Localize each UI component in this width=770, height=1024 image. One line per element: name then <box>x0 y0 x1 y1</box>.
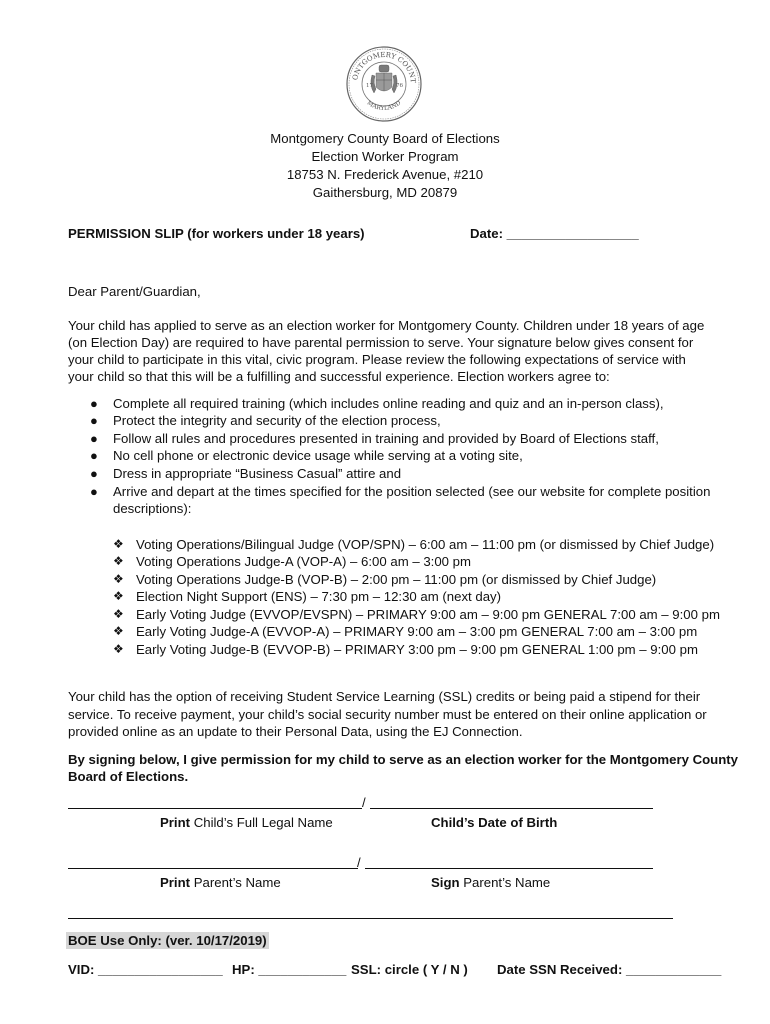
page-title: PERMISSION SLIP (for workers under 18 years) <box>68 226 365 241</box>
header-line-4: Gaithersburg, MD 20879 <box>312 185 458 200</box>
position-item: Early Voting Judge-B (EVVOP-B) – PRIMARY 3:00 pm – 9:00 pm GENERAL 1:00 pm – 9:00 pm <box>136 642 698 657</box>
boe-date-ssn-received: Date SSN Received: _____________ <box>497 962 722 977</box>
diamond-bullet-icon: ❖ <box>113 554 124 568</box>
bullet-icon: ● <box>90 448 98 463</box>
diamond-bullet-icon: ❖ <box>113 642 124 656</box>
intro-line-2: (on Election Day) are required to have parental permission to serve. Your signature below gives consent for <box>68 335 694 350</box>
position-item: Voting Operations Judge-A (VOP-A) – 6:00 am – 3:00 pm <box>136 554 471 569</box>
boe-use-only-label <box>66 932 269 950</box>
bullet-item: Arrive and depart at the times specified for the position selected (see our website for complete position <box>113 484 711 499</box>
diamond-bullet-icon: ❖ <box>113 589 124 603</box>
intro-line-3: your child to participate in this vital, civic program. Please review the following expectations of service with <box>68 352 686 367</box>
position-item: Voting Operations/Bilingual Judge (VOP/SPN) – 6:00 am – 11:00 pm (or dismissed by Chief Judge) <box>136 537 715 552</box>
county-seal <box>345 45 423 123</box>
date-field: Date: __________________ <box>470 226 639 241</box>
parent-name-label <box>160 874 281 892</box>
consent-line-1: By signing below, I give permission for my child to serve as an election worker for the Montgomery County <box>68 752 739 767</box>
print-bold-label: Print <box>160 875 191 890</box>
diamond-bullet-icon: ❖ <box>113 624 124 638</box>
boe-hp-field: HP: ____________ <box>232 962 347 977</box>
bullet-item: Complete all required training (which includes online reading and quiz and an in-person class), <box>113 396 664 411</box>
section-divider <box>68 918 673 919</box>
svg-text:MARYLAND <box>366 99 403 112</box>
seal-top-text: ONTGOMERY COUNT <box>351 50 418 84</box>
header-line-1: Montgomery County Board of Elections <box>270 131 500 146</box>
seal-bottom-text: MARYLAND <box>365 99 403 112</box>
parent-name-line[interactable] <box>68 868 358 869</box>
header-line-2: Election Worker Program <box>311 149 459 164</box>
intro-line-1: Your child has applied to serve as an election worker for Montgomery County. Children under 18 years of age <box>68 318 705 333</box>
child-dob-line[interactable] <box>370 808 653 809</box>
child-name-line[interactable] <box>68 808 362 809</box>
position-item: Early Voting Judge (EVVOP/EVSPN) – PRIMARY 9:00 am – 9:00 pm GENERAL 7:00 am – 9:00 pm <box>136 607 720 622</box>
salutation: Dear Parent/Guardian, <box>68 284 201 299</box>
sign-bold-label: Sign <box>431 875 460 890</box>
seal-year-left: 17 <box>366 83 373 89</box>
parent-sign-label-text: Parent’s Name <box>459 875 551 890</box>
ssl-line-1: Your child has the option of receiving Student Service Learning (SSL) credits or being paid a stipend for their <box>68 689 701 704</box>
bullet-icon: ● <box>90 431 98 446</box>
boe-vid-field: VID: _________________ <box>68 962 223 977</box>
diamond-bullet-icon: ❖ <box>113 572 124 586</box>
bullet-item: No cell phone or electronic device usage while serving at a voting site, <box>113 448 523 463</box>
seal-year-right: 76 <box>396 83 403 89</box>
diamond-bullet-icon: ❖ <box>113 537 124 551</box>
bullet-icon: ● <box>90 484 98 499</box>
parent-name-label-text: Parent’s Name <box>190 875 281 890</box>
signature-slash: / <box>362 795 366 810</box>
position-item: Election Night Support (ENS) – 7:30 pm – 12:30 am (next day) <box>136 589 502 604</box>
ssl-line-3: provided online as an update to their Personal Data, using the EJ Connection. <box>68 724 523 739</box>
child-name-label-text: Child’s Full Legal Name <box>190 815 333 830</box>
bullet-item: Protect the integrity and security of the election process, <box>113 413 441 428</box>
bullet-item-continuation: descriptions): <box>113 501 192 516</box>
intro-line-4: your child so that this will be a fulfilling and successful experience. Election workers agree to: <box>68 369 610 384</box>
parent-sign-label <box>431 874 550 892</box>
boe-ssl-circle: SSL: circle ( Y / N ) <box>351 962 468 977</box>
position-item: Early Voting Judge-A (EVVOP-A) – PRIMARY 9:00 am – 3:00 pm GENERAL 7:00 am – 3:00 pm <box>136 624 698 639</box>
boe-highlight: BOE Use Only: (ver. 10/17/2019) <box>68 933 267 948</box>
bullet-icon: ● <box>90 396 98 411</box>
print-bold-label: Print <box>160 815 191 830</box>
diamond-bullet-icon: ❖ <box>113 607 124 621</box>
child-dob-label: Child’s Date of Birth <box>431 815 558 830</box>
bullet-icon: ● <box>90 466 98 481</box>
bullet-item: Dress in appropriate “Business Casual” attire and <box>113 466 402 481</box>
header-line-3: 18753 N. Frederick Avenue, #210 <box>286 167 484 182</box>
child-name-label <box>160 814 333 832</box>
county-seal-graphic <box>345 45 423 123</box>
bullet-icon: ● <box>90 413 98 428</box>
bullet-item: Follow all rules and procedures presented in training and provided by Board of Elections staff, <box>113 431 659 446</box>
position-item: Voting Operations Judge-B (VOP-B) – 2:00 pm – 11:00 pm (or dismissed by Chief Judge) <box>136 572 657 587</box>
ssl-line-2: service. To receive payment, your child’s social security number must be entered on their online application or <box>68 707 707 722</box>
consent-line-2: Board of Elections. <box>68 769 189 784</box>
signature-slash: / <box>357 855 361 870</box>
parent-signature-line[interactable] <box>365 868 653 869</box>
